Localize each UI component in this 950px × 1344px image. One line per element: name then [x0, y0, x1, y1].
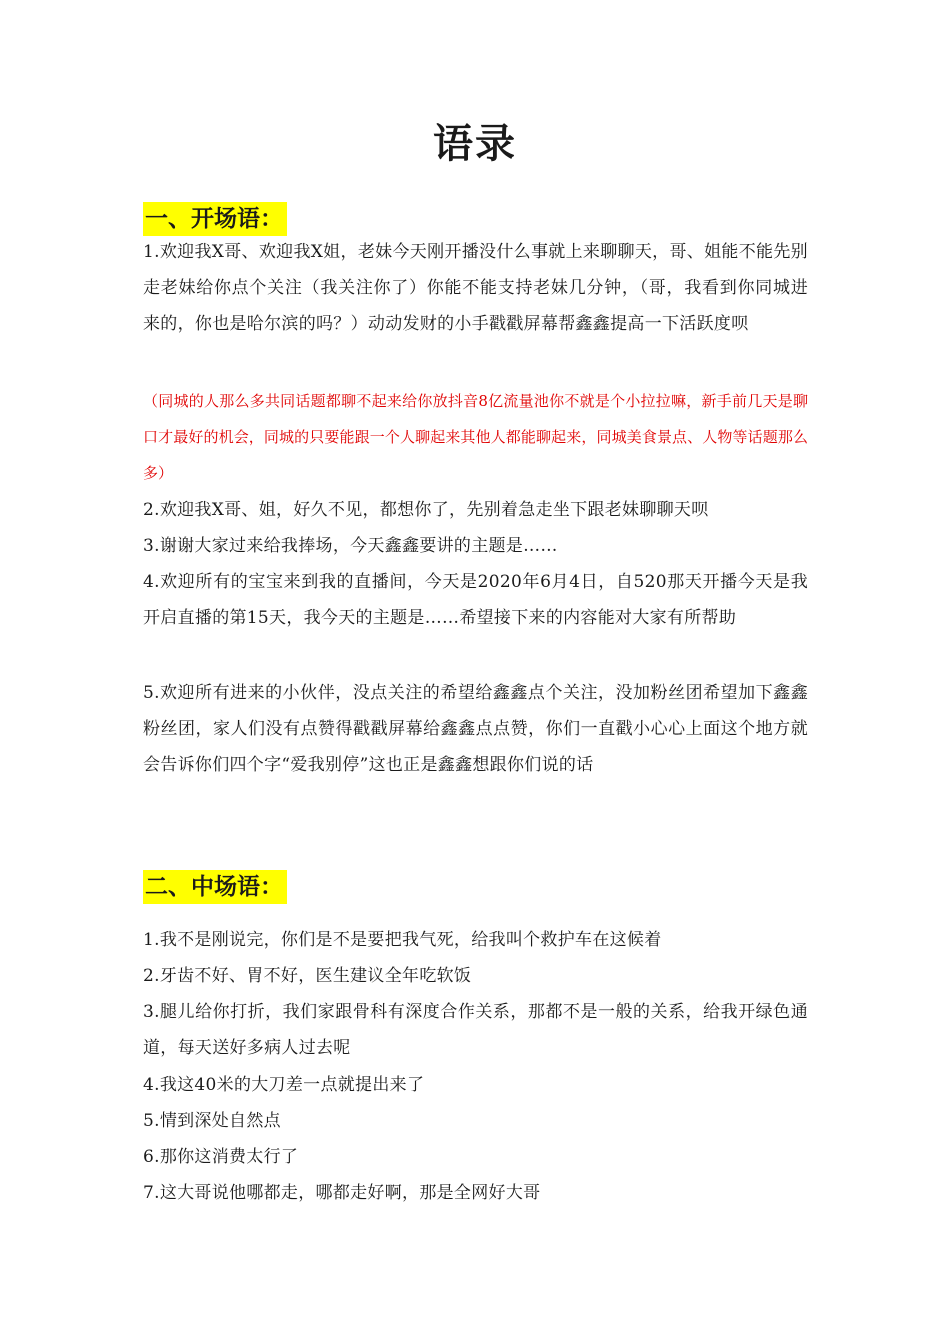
opening-note: （同城的人那么多共同话题都聊不起来给你放抖音8亿流量池你不就是个小拉拉嘛，新手前几天是聊口才最好的机会，同城的只要能跟一个人聊起来其他人都能聊起来，同城美食景点、人物等话题那么多）: [143, 392, 808, 482]
section-heading-opening: 一、开场语：: [143, 202, 287, 236]
midfield-item-6: 6.那你这消费太行了: [143, 1147, 299, 1167]
section-heading-midfield: 二、中场语：: [143, 870, 287, 904]
midfield-item-5: 5.情到深处自然点: [143, 1111, 281, 1131]
opening-item-1: 1.欢迎我X哥、欢迎我X姐，老妹今天刚开播没什么事就上来聊聊天，哥、姐能不能先别走老妹给你点个关注（我关注你了）你能不能支持老妹几分钟，（哥，我看到你同城进来的，你也是哈尔滨的吗？）动动发财的小手戳戳屏幕帮鑫鑫提高一下活跃度呗: [143, 242, 808, 334]
midfield-item-2: 2.牙齿不好、胃不好，医生建议全年吃软饭: [143, 966, 472, 986]
midfield-item-1: 1.我不是刚说完，你们是不是要把我气死，给我叫个救护车在这候着: [143, 930, 662, 950]
opening-item-3: 3.谢谢大家过来给我捧场，今天鑫鑫要讲的主题是……: [143, 536, 558, 556]
midfield-item-7: 7.这大哥说他哪都走，哪都走好啊，那是全网好大哥: [143, 1183, 541, 1203]
page-title: 语录: [433, 121, 517, 167]
opening-item-2: 2.欢迎我X哥、姐，好久不见，都想你了，先别着急走坐下跟老妹聊聊天呗: [143, 500, 709, 520]
opening-item-4: 4.欢迎所有的宝宝来到我的直播间，今天是2020年6月4日，自520那天开播今天是我开启直播的第15天，我今天的主题是……希望接下来的内容能对大家有所帮助: [143, 572, 808, 628]
midfield-item-3: 3.腿儿给你打折，我们家跟骨科有深度合作关系，那都不是一般的关系，给我开绿色通道，每天送好多病人过去呢: [143, 1002, 808, 1058]
midfield-item-4: 4.我这40米的大刀差一点就提出来了: [143, 1075, 425, 1095]
opening-item-5: 5.欢迎所有进来的小伙伴，没点关注的希望给鑫鑫点个关注，没加粉丝团希望加下鑫鑫粉丝团，家人们没有点赞得戳戳屏幕给鑫鑫点点赞，你们一直戳小心心上面这个地方就会告诉你们四个字“爱我别停”这也正是鑫鑫想跟你们说的话: [143, 683, 808, 775]
